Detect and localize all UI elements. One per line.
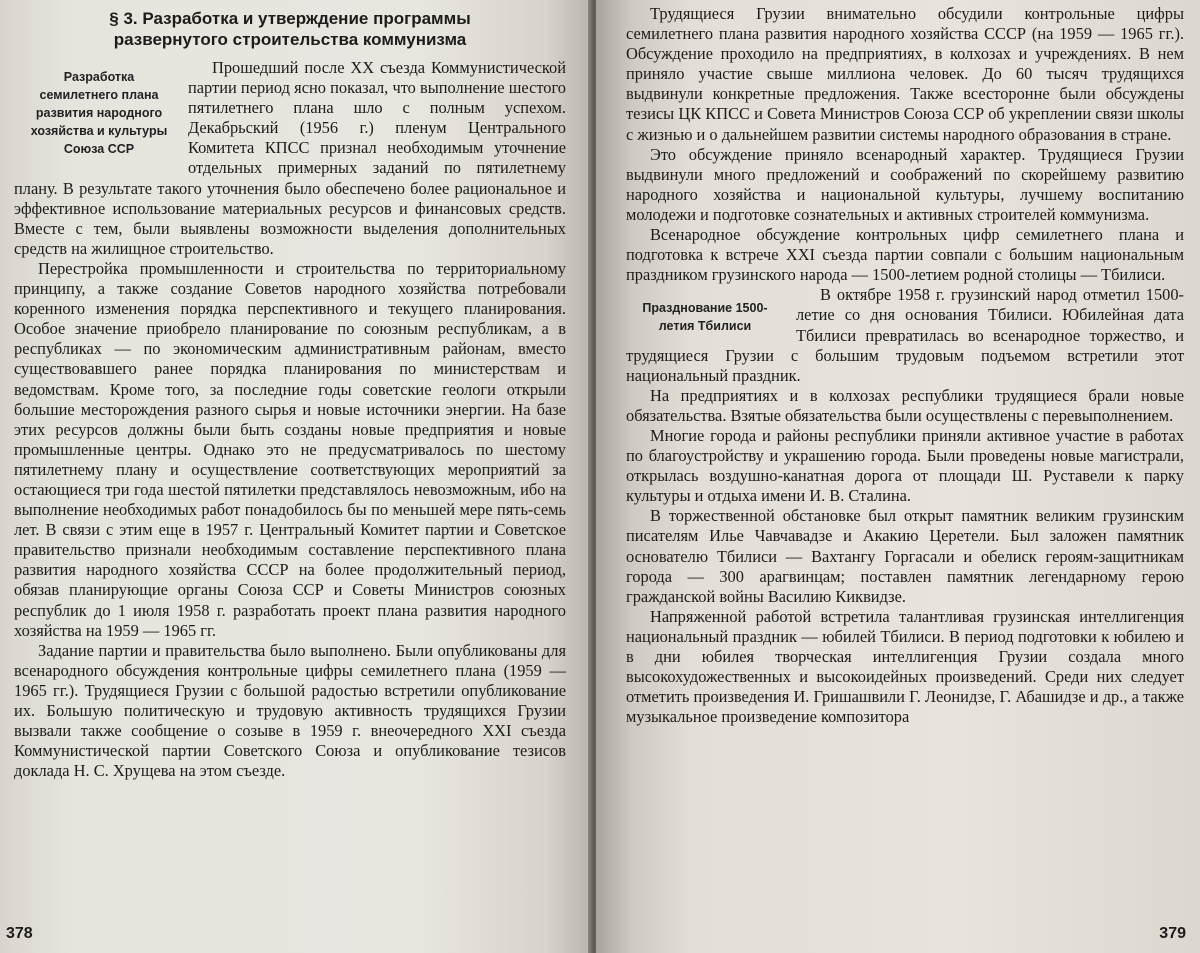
heading-line-1: § 3. Разработка и утверждение программы bbox=[109, 9, 471, 28]
left-page bbox=[0, 0, 592, 953]
page-number: 379 bbox=[1159, 925, 1186, 942]
heading-line-2: развернутого строительства коммунизма bbox=[113, 30, 467, 49]
paragraph: Перестройка промышленности и строительства по территориальному принципу, а также создание Советов народного хозяйства потребовали коренного изменения порядка перспективного и текущего планирования. Особое значение приобрело планирование по союзным республикам, а в республиках — по экономическим административным районам, вместо существовавшего ранее порядка планирования по министерствам и ведомствам. Кроме того, за последние годы советские геологи открыли большие месторождения разного сырья и новые источники энергии. На базе этих ресурсов должны были быть созданы новые предприятия и новые промышленные центры. Однако это не предусматривалось по шестому пятилетнему плану и осуществление соответствующих мероприятий за остающиеся три года шестой пятилетки представлялось невозможным, ибо на выполнение необходимых работ понадобилось бы по меньшей мере пять-семь лет. В связи с этим еще в 1957 г. Центральный Комитет партии и Советское правительство признали необходимым составление перспективного плана развития народного хозяйства СССР на более продолжительный период, обязав планирующие органы Союза ССР и Советы Министров союзных республик до 1 июля 1958 г. разработать проект плана развития народного хозяйства на 1959 — 1965 гг. bbox=[14, 258, 566, 640]
paragraph: На предприятиях и в колхозах республики трудящиеся брали новые обязательства. Взятые обязательства были осуществлены с перевыполнением. bbox=[626, 385, 1184, 425]
paragraph: Это обсуждение приняло всенародный характер. Трудящиеся Грузии выдвинули много предложений и соображений по скорейшему развитию народного хозяйства и национальной культуры, лучшему воспитанию молодежи и подготовке сознательных и активных строителей коммунизма. bbox=[626, 144, 1184, 224]
page-number: 378 bbox=[6, 925, 33, 942]
margin-note-semiletka: Разработка семилетнего плана развития народного хозяйства и культуры Союза ССР bbox=[30, 70, 168, 156]
paragraph: Трудящиеся Грузии внимательно обсудили контрольные цифры семилетнего плана развития народного хозяйства СССР (на 1959 — 1965 гг.). Обсуждение проходило на предприятиях, в колхозах и учреждениях. В нем приняло участие свыше миллиона человек. До 60 тысяч трудящихся выдвинули конкретные предложения. Также всесторонне были обсуждены тезисы ЦК КПСС и Совета Министров Союза ССР об укреплении связи школы с жизнью и о дальнейшем развитии системы народного образования в стране. bbox=[626, 4, 1184, 144]
paragraph: Задание партии и правительства было выполнено. Были опубликованы для всенародного обсуждения контрольные цифры семилетнего плана (1959 — 1965 гг.). Трудящиеся Грузии с большой радостью встретили опубликование их. Большую политическую и трудовую активность трудящихся Грузии вызвали также сообщение о созыве в 1959 г. внеочередного XXI съезда Коммунистической партии Советского Союза и опубликование тезисов доклада Н. С. Хрущева на этом съезде. bbox=[14, 640, 566, 781]
paragraph: В октябре 1958 г. грузинский народ отметил 1500-летие со дня основания Тбилиси. Юбилейная дата Тбилиси превратилась во всенародное торжество, и трудящиеся Грузии с большим трудовым подъемом встретили этот национальный праздник. bbox=[626, 285, 1184, 385]
margin-note-tbilisi: Празднование 1500-летия Тбилиси bbox=[642, 301, 768, 334]
paragraph: Напряженной работой встретила талантливая грузинская интеллигенция национальный праздник — юбилей Тбилиси. В период подготовки к юбилею и в дни юбилея творческая интеллигенция Грузии создала много высокохудожественных и высокоидейных произведений. Среди них следует отметить произведения И. Гришашвили Г. Леонидзе, Г. Абашидзе и др., а также музыкальное произведение композитора bbox=[626, 606, 1184, 727]
section-heading bbox=[14, 8, 566, 50]
paragraph: Многие города и районы республики приняли активное участие в работах по благоустройству и украшению города. Были проведены новые магистрали, открылась воздушно-канатная дорога от площади Ш. Руставели к парку культуры и отдыха имени И. В. Сталина. bbox=[626, 425, 1184, 506]
paragraph: Всенародное обсуждение контрольных цифр семилетнего плана и подготовка к встрече XXI съезда партии совпали с большим национальным праздником грузинского народа — 1500-летием родной столицы — Тбилиси. bbox=[626, 225, 1184, 285]
paragraph: В торжественной обстановке был открыт памятник великим грузинским писателям Илье Чавчавадзе и Акакию Церетели. Был заложен памятник основателю Тбилиси — Вахтангу Горгасали и обелиск героям-защитникам города — 300 арагвинцам; поставлен памятник легендарному герою гражданской войны Василию Киквидзе. bbox=[626, 506, 1184, 606]
paragraph: Прошедший после XX съезда Коммунистической партии период ясно показал, что выполнение шестого пятилетнего плана шло с полным успехом. Декабрьский (1956 г.) пленум Центрального Комитета КПСС признал необходимым уточнение отдельных примерных заданий по пятилетнему плану. В результате такого уточнения было обеспечено более рациональное и эффективное использование материальных ресурсов и финансовых средств. Вместе с тем, были выявлены возможности выделения дополнительных средств на жилищное строительство. bbox=[14, 58, 566, 258]
right-page bbox=[596, 0, 1200, 953]
